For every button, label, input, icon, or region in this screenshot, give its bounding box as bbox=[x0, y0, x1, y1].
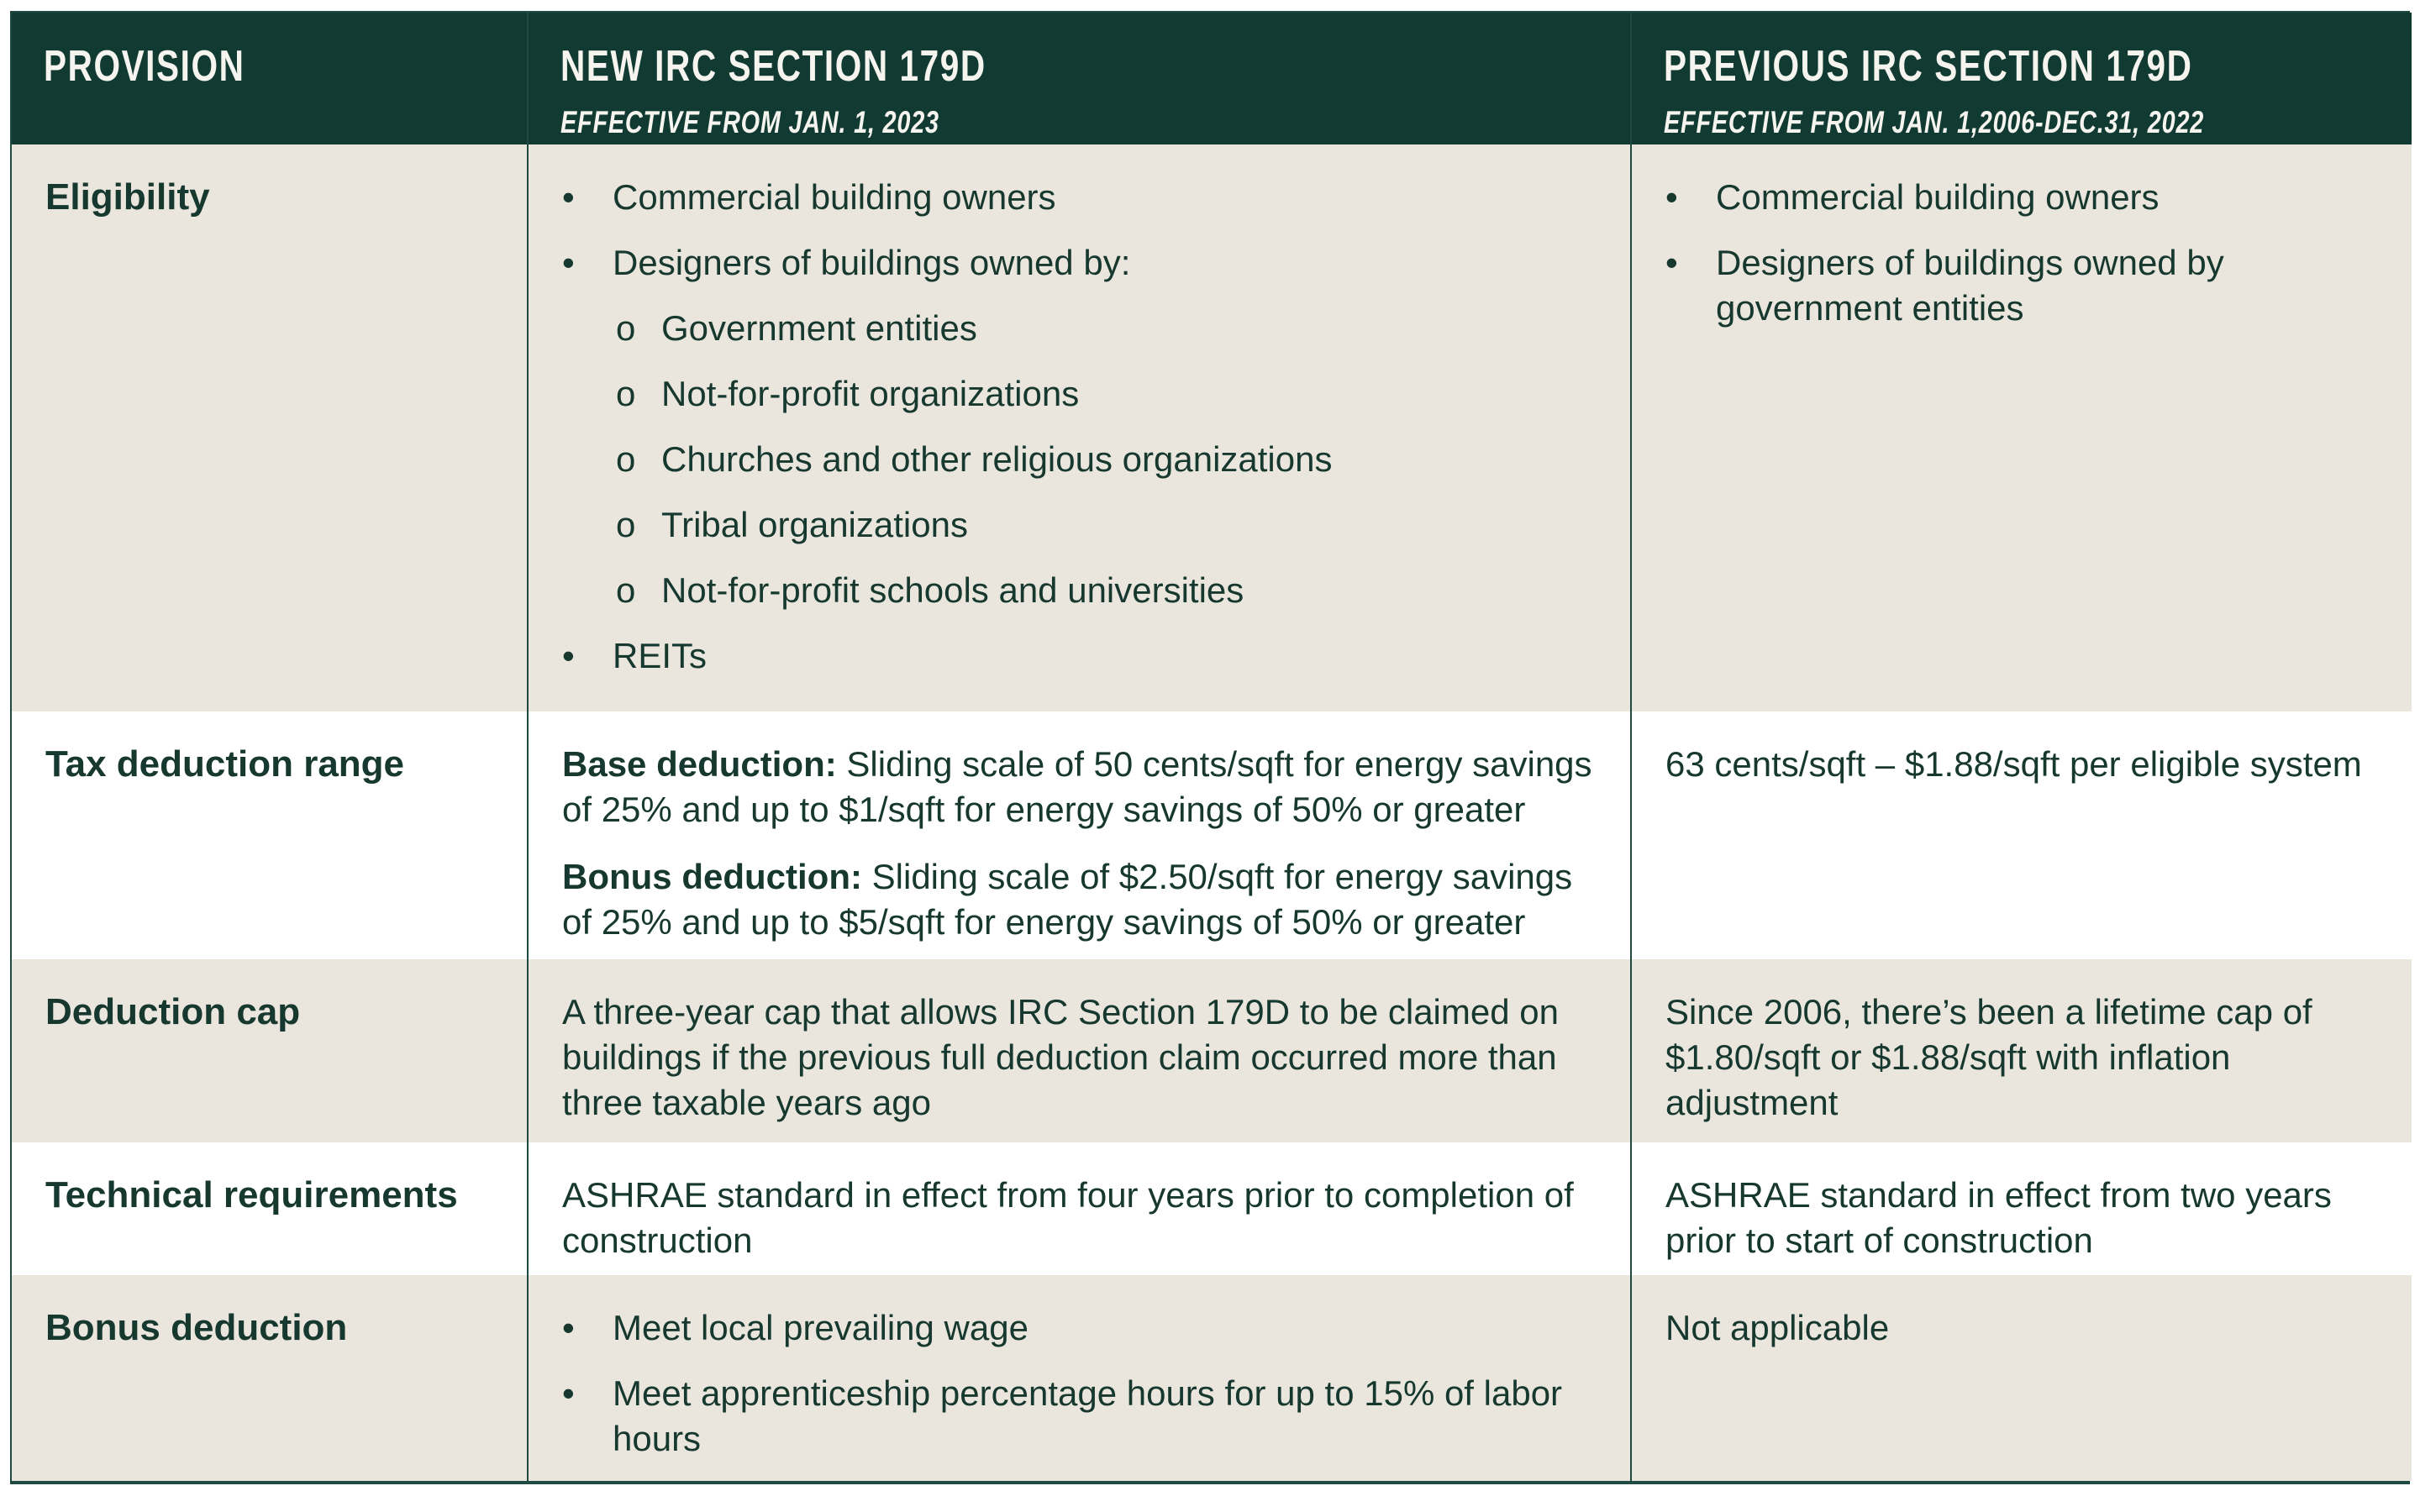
previous-179d-cell bbox=[1630, 1142, 2412, 1275]
list-item bbox=[616, 568, 1593, 613]
circle-bullet-icon: o bbox=[616, 308, 636, 348]
header-cell-previous-179d bbox=[1630, 13, 2412, 144]
list-item-text: Government entities bbox=[661, 308, 977, 348]
list-item-text: REITs bbox=[613, 636, 708, 675]
previous-179d-cell bbox=[1630, 711, 2412, 959]
provision-cell bbox=[12, 711, 527, 959]
provision-cell bbox=[12, 1142, 527, 1275]
previous-179d-cell bbox=[1630, 1275, 2412, 1481]
bullet-icon: • bbox=[1665, 177, 1678, 217]
paragraph bbox=[562, 742, 1593, 832]
bold-text: Base deduction: bbox=[562, 744, 837, 784]
column-title-new-179d: NEW IRC SECTION 179D bbox=[560, 42, 986, 91]
list-item bbox=[562, 1305, 1593, 1351]
list-item-text: Churches and other religious organizations bbox=[661, 439, 1333, 479]
paragraph: 63 cents/sqft – $1.88/sqft per eligible system bbox=[1665, 744, 2362, 784]
list-item bbox=[616, 502, 1593, 548]
list-item bbox=[616, 371, 1593, 417]
column-subtitle-previous-179d: EFFECTIVE FROM JAN. 1,2006-DEC.31, 2022 bbox=[1664, 105, 2205, 139]
list-item bbox=[562, 633, 1593, 679]
new-179d-cell bbox=[527, 144, 1630, 711]
bullet-icon: • bbox=[562, 1308, 575, 1347]
paragraph: Not applicable bbox=[1665, 1308, 1890, 1347]
list-item-text: Designers of buildings owned by government entities bbox=[1716, 243, 2224, 328]
provision-label: Tax deduction range bbox=[45, 743, 405, 785]
provision-label: Technical requirements bbox=[45, 1174, 458, 1215]
column-subtitle-new-179d: EFFECTIVE FROM JAN. 1, 2023 bbox=[560, 105, 939, 139]
circle-bullet-icon: o bbox=[616, 570, 636, 610]
column-title-provision: PROVISION bbox=[44, 42, 245, 91]
list-item-text: Not-for-profit schools and universities bbox=[661, 570, 1244, 610]
provision-cell bbox=[12, 1275, 527, 1481]
list-item bbox=[1665, 175, 2375, 220]
paragraph: ASHRAE standard in effect from four years prior to completion of construction bbox=[562, 1175, 1574, 1260]
previous-179d-cell bbox=[1630, 959, 2412, 1142]
bullet-icon: • bbox=[562, 177, 575, 217]
list-item-text: Meet apprenticeship percentage hours for up to 15% of labor hours bbox=[613, 1373, 1563, 1458]
list-item-text: Commercial building owners bbox=[613, 177, 1056, 217]
text: Sliding scale of 50 cents/sqft for energy savings of 25% and up to $1/sqft for energy savings of 50% or greater bbox=[562, 744, 1592, 829]
paragraph: A three-year cap that allows IRC Section 179D to be claimed on buildings if the previous full deduction claim occurred more than three taxable years ago bbox=[562, 992, 1559, 1122]
new-179d-cell bbox=[527, 711, 1630, 959]
list-item bbox=[562, 1371, 1593, 1462]
circle-bullet-icon: o bbox=[616, 439, 636, 479]
list-item-text: Tribal organizations bbox=[661, 505, 968, 544]
new-179d-cell bbox=[527, 959, 1630, 1142]
bullet-icon: • bbox=[562, 1373, 575, 1413]
provision-label: Bonus deduction bbox=[45, 1307, 348, 1348]
header-cell-provision bbox=[12, 13, 527, 144]
bullet-icon: • bbox=[1665, 243, 1678, 282]
bold-text: Bonus deduction: bbox=[562, 857, 862, 896]
bullet-icon: • bbox=[562, 636, 575, 675]
text: Sliding scale of $2.50/sqft for energy savings of 25% and up to $5/sqft for energy savings of 50% or greater bbox=[562, 857, 1573, 942]
list-item-text: Commercial building owners bbox=[1716, 177, 2160, 217]
list-item bbox=[616, 306, 1593, 351]
paragraph: ASHRAE standard in effect from two years prior to start of construction bbox=[1665, 1175, 2332, 1260]
paragraph bbox=[562, 854, 1593, 945]
list-item-text: Meet local prevailing wage bbox=[613, 1308, 1028, 1347]
circle-bullet-icon: o bbox=[616, 505, 636, 544]
column-title-previous-179d: PREVIOUS IRC SECTION 179D bbox=[1664, 42, 2193, 91]
previous-179d-cell bbox=[1630, 144, 2412, 711]
provision-label: Deduction cap bbox=[45, 991, 301, 1032]
new-179d-cell bbox=[527, 1142, 1630, 1275]
new-179d-cell bbox=[527, 1275, 1630, 1481]
list-item bbox=[1665, 240, 2375, 331]
circle-bullet-icon: o bbox=[616, 374, 636, 413]
list-item bbox=[562, 240, 1593, 286]
list-item-text: Designers of buildings owned by: bbox=[613, 243, 1131, 282]
list-item bbox=[562, 175, 1593, 220]
provision-cell bbox=[12, 144, 527, 711]
paragraph: Since 2006, there’s been a lifetime cap of $1.80/sqft or $1.88/sqft with inflation adjustment bbox=[1665, 992, 2312, 1122]
bullet-icon: • bbox=[562, 243, 575, 282]
list-item-text: Not-for-profit organizations bbox=[661, 374, 1080, 413]
provision-label: Eligibility bbox=[45, 176, 210, 218]
header-cell-new-179d bbox=[527, 13, 1630, 144]
comparison-table bbox=[10, 11, 2410, 1484]
provision-cell bbox=[12, 959, 527, 1142]
list-item bbox=[616, 437, 1593, 482]
